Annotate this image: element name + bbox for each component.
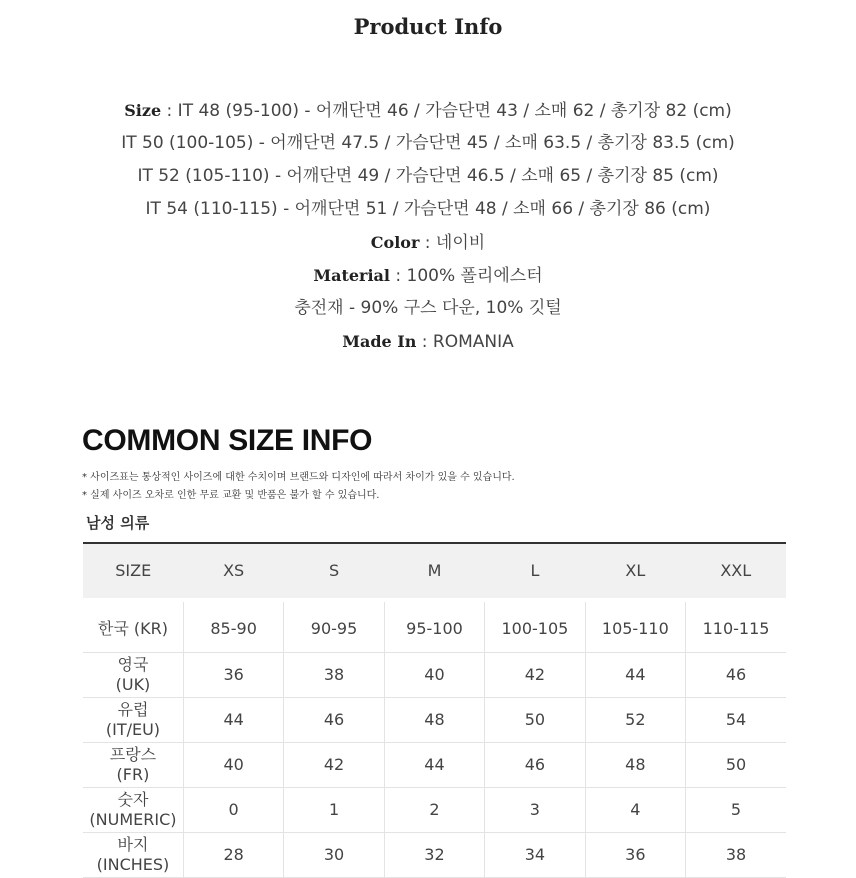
table-cell: 36 xyxy=(183,653,283,698)
row-label xyxy=(83,698,183,743)
table-cell: 90-95 xyxy=(284,602,384,653)
row-label-line-1: 한국 (KR) xyxy=(97,619,168,638)
row-label-line-1: 영국 xyxy=(117,655,149,674)
size-table-header-row xyxy=(83,543,786,598)
table-cell: 54 xyxy=(686,698,786,743)
row-label-line-2: (IT/EU) xyxy=(105,720,161,739)
row-label-line-1: 프랑스 xyxy=(109,745,157,764)
table-cell: 36 xyxy=(585,833,685,878)
filling-line: 충전재 - 90% 구스 다운, 10% 깃털 xyxy=(294,298,562,318)
table-row xyxy=(83,743,786,788)
table-cell: 95-100 xyxy=(384,602,484,653)
size-line-1 xyxy=(0,94,856,127)
table-cell: 85-90 xyxy=(183,602,283,653)
table-cell: 110-115 xyxy=(686,602,786,653)
table-row xyxy=(83,788,786,833)
color-label: Color xyxy=(370,233,420,252)
table-cell: 38 xyxy=(686,833,786,878)
table-cell: 38 xyxy=(284,653,384,698)
material-line xyxy=(0,259,856,292)
table-cell: 46 xyxy=(686,653,786,698)
material-label: Material xyxy=(313,266,390,285)
row-label-line-2: (INCHES) xyxy=(96,855,170,874)
size-info-heading: COMMON SIZE INFO xyxy=(82,424,373,457)
row-label xyxy=(83,602,183,653)
product-info-title: Product Info xyxy=(353,14,503,39)
made-in-line xyxy=(0,325,856,358)
header-cell-xl: XL xyxy=(585,543,685,598)
table-row xyxy=(83,833,786,878)
row-label xyxy=(83,743,183,788)
header-cell-xs: XS xyxy=(183,543,283,598)
header-cell-s: S xyxy=(284,543,384,598)
table-cell: 44 xyxy=(585,653,685,698)
header-cell-size: SIZE xyxy=(83,543,183,598)
size-note-2: * 실제 사이즈 오차로 인한 무료 교환 및 반품은 불가 할 수 있습니다. xyxy=(82,490,380,501)
table-cell: 50 xyxy=(485,698,585,743)
size-label: Size xyxy=(124,101,162,120)
table-cell: 42 xyxy=(284,743,384,788)
color-value: : 네이비 xyxy=(419,233,486,253)
table-cell: 44 xyxy=(183,698,283,743)
table-cell: 0 xyxy=(183,788,283,833)
table-cell: 5 xyxy=(686,788,786,833)
table-cell: 30 xyxy=(284,833,384,878)
table-cell: 40 xyxy=(183,743,283,788)
row-label-line-2: (UK) xyxy=(115,675,151,694)
header-cell-l: L xyxy=(485,543,585,598)
table-cell: 48 xyxy=(384,698,484,743)
made-in-value: : ROMANIA xyxy=(416,332,514,352)
size-line-text: : IT 48 (95-100) - 어깨단면 46 / 가슴단면 43 / 소매 62 / 총기장 82 (cm) xyxy=(161,101,732,121)
size-note-1: * 사이즈표는 통상적인 사이즈에 대한 수치이며 브랜드와 디자인에 따라서 차이가 있을 수 있습니다. xyxy=(82,472,515,483)
table-cell: 4 xyxy=(585,788,685,833)
row-label-line-1: 숫자 xyxy=(117,790,149,809)
table-cell: 42 xyxy=(485,653,585,698)
table-cell: 48 xyxy=(585,743,685,788)
row-label-line-2: (FR) xyxy=(116,765,150,784)
row-label-line-1: 바지 xyxy=(117,835,149,854)
table-cell: 46 xyxy=(485,743,585,788)
table-cell: 34 xyxy=(485,833,585,878)
row-label xyxy=(83,833,183,878)
table-cell: 105-110 xyxy=(585,602,685,653)
row-label-line-1: 유럽 xyxy=(117,700,149,719)
table-cell: 50 xyxy=(686,743,786,788)
header-cell-xxl: XXL xyxy=(686,543,786,598)
row-label xyxy=(83,788,183,833)
row-label xyxy=(83,653,183,698)
color-line xyxy=(0,226,856,259)
table-cell: 2 xyxy=(384,788,484,833)
size-line-4: IT 54 (110-115) - 어깨단면 51 / 가슴단면 48 / 소매 66 / 총기장 86 (cm) xyxy=(145,199,711,219)
size-line-2: IT 50 (100-105) - 어깨단면 47.5 / 가슴단면 45 / 소매 63.5 / 총기장 83.5 (cm) xyxy=(121,133,735,153)
size-table xyxy=(83,542,786,878)
table-cell: 52 xyxy=(585,698,685,743)
row-label-line-2: (NUMERIC) xyxy=(89,810,177,829)
table-cell: 40 xyxy=(384,653,484,698)
table-cell: 32 xyxy=(384,833,484,878)
table-row xyxy=(83,653,786,698)
table-cell: 44 xyxy=(384,743,484,788)
table-row xyxy=(83,602,786,653)
size-line-3: IT 52 (105-110) - 어깨단면 49 / 가슴단면 46.5 / 소매 65 / 총기장 85 (cm) xyxy=(137,166,719,186)
table-cell: 100-105 xyxy=(485,602,585,653)
table-cell: 3 xyxy=(485,788,585,833)
section-label-mens: 남성 의류 xyxy=(86,514,150,532)
table-cell: 1 xyxy=(284,788,384,833)
material-value: : 100% 폴리에스터 xyxy=(389,266,543,286)
table-row xyxy=(83,698,786,743)
header-cell-m: M xyxy=(384,543,484,598)
table-cell: 28 xyxy=(183,833,283,878)
made-in-label: Made In xyxy=(342,332,417,351)
table-cell: 46 xyxy=(284,698,384,743)
product-info-list xyxy=(0,94,856,358)
